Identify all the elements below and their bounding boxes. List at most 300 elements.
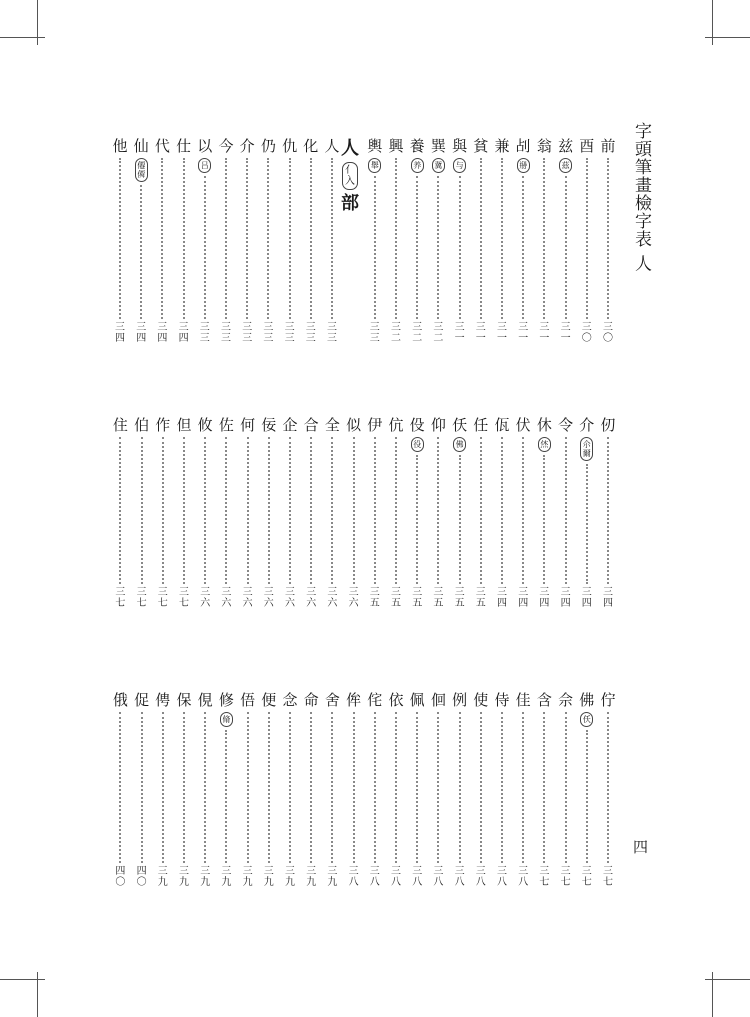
leader-dots (501, 712, 503, 863)
entry-page-number: 三 三 (305, 322, 316, 344)
entry-page-number: 三 九 (306, 866, 317, 888)
crop-mark (705, 37, 750, 38)
leader-dots (247, 712, 249, 863)
entry-page-number: 三 三 (327, 322, 337, 344)
entry-page-number: 三 九 (285, 866, 295, 888)
entry-character: 興 (388, 137, 404, 155)
entry-character: 他 (112, 137, 128, 155)
index-entry (386, 138, 406, 344)
entry-page-number: 三 九 (157, 866, 168, 888)
index-entry (301, 417, 321, 609)
leader-dots (268, 437, 270, 584)
leader-dots (289, 712, 291, 863)
crop-mark (705, 979, 750, 980)
entry-character: 化 (303, 137, 319, 155)
entry-character: 仙 (133, 137, 149, 155)
leader-dots (607, 437, 609, 584)
entry-character: 仰 (430, 416, 446, 434)
index-entry (492, 692, 512, 888)
entry-page-number: 三 四 (603, 587, 613, 609)
entry-page-number: 三 八 (475, 866, 486, 888)
leader-dots (204, 176, 206, 319)
entry-character: 養 (409, 137, 425, 155)
entry-character: 佐 (218, 416, 234, 434)
index-entry (534, 692, 554, 888)
entry-page-number: 三 二 (433, 322, 444, 344)
entry-character: 兼 (494, 137, 510, 155)
leader-dots (459, 176, 461, 319)
index-entry (577, 417, 597, 609)
entry-character: 佇 (600, 691, 616, 709)
radical-heading-alt: 亻 入 (342, 162, 358, 190)
index-entry (153, 417, 173, 609)
index-entry (471, 692, 491, 888)
index-entry (259, 692, 279, 888)
index-entry (513, 417, 533, 609)
entry-page-number: 三 五 (475, 587, 486, 609)
entry-character: 伏 (515, 416, 531, 434)
entry-page-number: 三 八 (433, 866, 444, 888)
leader-dots (162, 437, 164, 584)
entry-page-number: 三 八 (391, 866, 401, 888)
entry-character: 何 (240, 416, 256, 434)
index-entry (301, 692, 321, 888)
entry-character: 侔 (346, 691, 362, 709)
leader-dots (565, 437, 567, 584)
index-entry (428, 138, 448, 344)
entry-page-number: 三 七 (136, 587, 147, 609)
entry-page-number: 三 七 (539, 866, 550, 888)
leader-dots (607, 712, 609, 863)
index-entry (344, 692, 364, 888)
leader-dots (416, 455, 418, 584)
leader-dots (543, 455, 545, 584)
index-entry (365, 417, 385, 609)
entry-character: 保 (176, 691, 192, 709)
leader-dots (607, 158, 609, 319)
index-entry (195, 417, 215, 609)
entry-page-number: 三 一 (518, 322, 529, 344)
entry-character: 佤 (494, 416, 510, 434)
index-entry (407, 417, 427, 609)
entry-page-number: 三 九 (327, 866, 338, 888)
entry-page-number: 三 九 (200, 866, 211, 888)
index-entry (492, 417, 512, 609)
index-entry (195, 692, 215, 888)
entry-character: 侘 (367, 691, 383, 709)
entry-page-number: 三 八 (348, 866, 359, 888)
entry-character: 輿 (367, 137, 383, 155)
entry-variant-form: 仸 (580, 712, 593, 727)
entry-page-number: 三 三 (221, 322, 231, 344)
crop-mark (37, 0, 38, 45)
entry-page-number: 三 八 (369, 866, 380, 888)
index-entry (450, 692, 470, 888)
radical-heading-char: 人 (341, 138, 359, 159)
leader-dots (374, 176, 376, 319)
index-entry (152, 138, 172, 344)
entry-character: 翁 (536, 137, 552, 155)
index-entry (344, 417, 364, 609)
entry-character: 仸 (452, 416, 468, 434)
entry-page-number: 三 七 (157, 587, 168, 609)
leader-dots (374, 437, 376, 584)
index-entry (407, 138, 427, 344)
leader-dots (162, 712, 164, 863)
entry-page-number: 三 九 (179, 866, 189, 888)
entry-character: 代 (154, 137, 170, 155)
leader-dots (247, 437, 249, 584)
leader-dots (331, 712, 333, 863)
entry-character: 佞 (261, 416, 277, 434)
entry-page-number: 四 〇 (115, 866, 126, 888)
entry-variant-form: 烋 (538, 437, 551, 452)
index-entry (238, 417, 258, 609)
entry-character: 侍 (494, 691, 510, 709)
entry-character: 㓠 (515, 137, 531, 155)
entry-page-number: 三 九 (242, 866, 253, 888)
index-band-2 (100, 417, 630, 609)
index-entry (365, 692, 385, 888)
entry-page-number: 三 五 (433, 587, 444, 609)
leader-dots (225, 437, 227, 584)
index-entry (132, 692, 152, 888)
entry-character: 兹 (558, 137, 574, 155)
entry-character: 佪 (430, 691, 446, 709)
entry-page-number: 三 九 (221, 866, 232, 888)
index-entry (216, 138, 236, 344)
entry-page-number: 三 三 (369, 322, 380, 344)
leader-dots (225, 158, 227, 319)
leader-dots (331, 158, 333, 319)
entry-character: 仞 (600, 416, 616, 434)
leader-dots (353, 437, 355, 584)
entry-page-number: 三 四 (560, 587, 571, 609)
entry-variant-form: 僊 僲 (135, 158, 148, 182)
leader-dots (480, 158, 482, 319)
entry-variant-form: 茲 (559, 158, 572, 173)
entry-page-number: 三 八 (497, 866, 507, 888)
entry-page-number: 三 七 (603, 866, 613, 888)
leader-dots (501, 158, 503, 319)
crop-mark (712, 0, 713, 45)
running-header-title: 字頭筆畫檢字表 人 (631, 122, 651, 273)
leader-dots (395, 158, 397, 319)
entry-page-number: 三 四 (178, 322, 189, 344)
leader-dots (416, 176, 418, 319)
entry-variant-form: 吕 (198, 158, 211, 173)
entry-character: 貧 (473, 137, 489, 155)
entry-page-number: 三 一 (475, 322, 486, 344)
entry-character: 前 (600, 137, 616, 155)
index-entry (174, 417, 194, 609)
index-entry (556, 692, 576, 888)
leader-dots (183, 158, 185, 319)
leader-dots (565, 176, 567, 319)
index-entry (365, 138, 385, 344)
leader-dots (183, 712, 185, 863)
entry-page-number: 三 四 (581, 587, 592, 609)
entry-page-number: 三 四 (136, 322, 147, 344)
entry-variant-form: 剙 (517, 158, 530, 173)
entry-character: 攸 (197, 416, 213, 434)
leader-dots (289, 437, 291, 584)
entry-page-number: 三 三 (284, 322, 295, 344)
entry-character: 令 (558, 416, 574, 434)
entry-page-number: 三 二 (412, 322, 423, 344)
leader-dots (480, 712, 482, 863)
entry-page-number: 三 四 (539, 587, 550, 609)
leader-dots (310, 158, 312, 319)
entry-character: 俜 (155, 691, 171, 709)
leader-dots (204, 437, 206, 584)
index-entry (386, 692, 406, 888)
index-band-1 (100, 138, 630, 344)
entry-page-number: 三 四 (497, 587, 507, 609)
leader-dots (459, 455, 461, 584)
leader-dots (331, 437, 333, 584)
entry-character: 合 (303, 416, 319, 434)
index-entry (598, 138, 618, 344)
entry-variant-form: 役 (411, 437, 424, 452)
entry-character: 命 (303, 691, 319, 709)
entry-page-number: 三 〇 (581, 322, 592, 344)
entry-variant-form: 舉 (368, 158, 381, 173)
index-entry (471, 138, 491, 344)
entry-character: 伊 (367, 416, 383, 434)
entry-variant-form: 与 (453, 158, 466, 173)
entry-character: 俔 (197, 691, 213, 709)
index-entry (216, 692, 236, 888)
index-entry (471, 417, 491, 609)
leader-dots (289, 158, 291, 319)
leader-dots (268, 712, 270, 863)
index-entry (238, 692, 258, 888)
entry-character: 伉 (388, 416, 404, 434)
entry-page-number: 三 五 (391, 587, 401, 609)
index-entry (407, 692, 427, 888)
entry-variant-form: 养 (411, 158, 424, 173)
leader-dots (395, 437, 397, 584)
index-entry (280, 138, 300, 344)
entry-page-number: 三 六 (263, 587, 274, 609)
crop-mark (0, 979, 45, 980)
entry-page-number: 三 一 (454, 322, 465, 344)
leader-dots (543, 158, 545, 319)
leader-dots (183, 437, 185, 584)
entry-page-number: 三 七 (581, 866, 592, 888)
entry-character: 作 (155, 416, 171, 434)
leader-dots (437, 176, 439, 319)
entry-page-number: 三 三 (199, 322, 210, 344)
index-entry (132, 417, 152, 609)
entry-character: 介 (579, 416, 595, 434)
leader-dots (374, 712, 376, 863)
index-band-3 (100, 692, 630, 888)
index-entry (322, 417, 342, 609)
leader-dots (119, 437, 121, 584)
entry-page-number: 三 〇 (603, 322, 613, 344)
entry-page-number: 三 六 (242, 587, 253, 609)
entry-page-number: 四 〇 (136, 866, 147, 888)
entry-page-number: 三 九 (263, 866, 274, 888)
entry-character: 仇 (282, 137, 298, 155)
index-entry (174, 692, 194, 888)
leader-dots (119, 158, 121, 319)
entry-page-number: 三 一 (497, 322, 507, 344)
entry-character: 全 (324, 416, 340, 434)
index-entry (216, 417, 236, 609)
index-entry (450, 138, 470, 344)
entry-variant-form: 冀 (432, 158, 445, 173)
crop-mark (0, 37, 45, 38)
entry-character: 伯 (134, 416, 150, 434)
index-entry (280, 417, 300, 609)
index-entry (259, 417, 279, 609)
index-entry (450, 417, 470, 609)
entry-page-number: 三 七 (179, 587, 189, 609)
index-entry (131, 138, 151, 344)
entry-character: 似 (346, 416, 362, 434)
index-entry (280, 692, 300, 888)
entry-character: 今 (218, 137, 234, 155)
leader-dots (501, 437, 503, 584)
entry-variant-form: 脩 (220, 712, 233, 727)
leader-dots (267, 158, 269, 319)
entry-page-number: 三 一 (539, 322, 550, 344)
entry-page-number: 三 三 (263, 322, 274, 344)
index-entry (492, 138, 512, 344)
entry-character: 俄 (112, 691, 128, 709)
entry-page-number: 三 八 (454, 866, 465, 888)
leader-dots (586, 730, 588, 863)
entry-character: 佘 (558, 691, 574, 709)
index-entry (174, 138, 194, 344)
leader-dots (204, 712, 206, 863)
entry-page-number: 三 八 (412, 866, 423, 888)
index-entry (577, 692, 597, 888)
entry-character: 仍 (260, 137, 276, 155)
entry-character: 舍 (324, 691, 340, 709)
entry-character: 俉 (240, 691, 256, 709)
leader-dots (141, 437, 143, 584)
entry-character: 伇 (409, 416, 425, 434)
leader-dots (437, 437, 439, 584)
leader-dots (161, 158, 163, 319)
entry-character: 便 (261, 691, 277, 709)
leader-dots (225, 730, 227, 863)
leader-dots (353, 712, 355, 863)
leader-dots (543, 712, 545, 863)
entry-character: 休 (536, 416, 552, 434)
entry-page-number: 三 四 (518, 587, 529, 609)
leader-dots (586, 158, 588, 319)
entry-character: 例 (452, 691, 468, 709)
leader-dots (480, 437, 482, 584)
index-entry (110, 138, 130, 344)
page-number: 四 (633, 838, 649, 856)
index-entry (428, 417, 448, 609)
entry-character: 使 (473, 691, 489, 709)
index-entry (598, 692, 618, 888)
index-entry (195, 138, 215, 344)
entry-character: 佛 (579, 691, 595, 709)
entry-character: 依 (388, 691, 404, 709)
index-entry (556, 417, 576, 609)
entry-character: 企 (282, 416, 298, 434)
leader-dots (522, 712, 524, 863)
entry-character: 佩 (409, 691, 425, 709)
entry-character: 促 (134, 691, 150, 709)
entry-character: 酉 (579, 137, 595, 155)
entry-character: 介 (239, 137, 255, 155)
index-entry (110, 692, 130, 888)
entry-character: 住 (112, 416, 128, 434)
radical-heading-suffix: 部 (341, 193, 359, 214)
index-entry (237, 138, 257, 344)
entry-page-number: 三 六 (221, 587, 232, 609)
leader-dots (522, 437, 524, 584)
index-entry (598, 417, 618, 609)
entry-page-number: 三 七 (115, 587, 126, 609)
leader-dots (416, 712, 418, 863)
entry-page-number: 三 六 (348, 587, 359, 609)
index-entry (322, 692, 342, 888)
leader-dots (119, 712, 121, 863)
leader-dots (246, 158, 248, 319)
leader-dots (395, 712, 397, 863)
index-entry (428, 692, 448, 888)
index-entry (513, 138, 533, 344)
leader-dots (310, 437, 312, 584)
entry-page-number: 三 五 (412, 587, 423, 609)
leader-dots (522, 176, 524, 319)
leader-dots (310, 712, 312, 863)
entry-page-number: 三 六 (327, 587, 338, 609)
entry-page-number: 三 六 (306, 587, 317, 609)
entry-character: 與 (452, 137, 468, 155)
entry-character: 仕 (176, 137, 192, 155)
entry-page-number: 三 一 (560, 322, 571, 344)
index-entry (386, 417, 406, 609)
entry-page-number: 三 六 (285, 587, 295, 609)
entry-character: 佳 (515, 691, 531, 709)
index-entry (110, 417, 130, 609)
entry-page-number: 三 八 (518, 866, 529, 888)
index-entry (534, 138, 554, 344)
entry-character: 巽 (430, 137, 446, 155)
leader-dots (140, 185, 142, 319)
entry-character: 人 (324, 137, 340, 155)
entry-character: 修 (218, 691, 234, 709)
entry-page-number: 三 四 (115, 322, 125, 344)
entry-character: 以 (197, 137, 213, 155)
entry-page-number: 三 四 (157, 322, 168, 344)
entry-page-number: 三 五 (369, 587, 380, 609)
index-entry (322, 138, 342, 344)
entry-variant-form: 佛 (453, 437, 466, 452)
index-entry (153, 692, 173, 888)
entry-variant-form: 尒 爾 (580, 437, 593, 461)
leader-dots (565, 712, 567, 863)
index-entry (556, 138, 576, 344)
entry-character: 任 (473, 416, 489, 434)
index-entry (301, 138, 321, 344)
entry-page-number: 三 五 (454, 587, 465, 609)
index-entry (534, 417, 554, 609)
entry-page-number: 三 六 (200, 587, 211, 609)
entry-page-number: 三 七 (560, 866, 571, 888)
